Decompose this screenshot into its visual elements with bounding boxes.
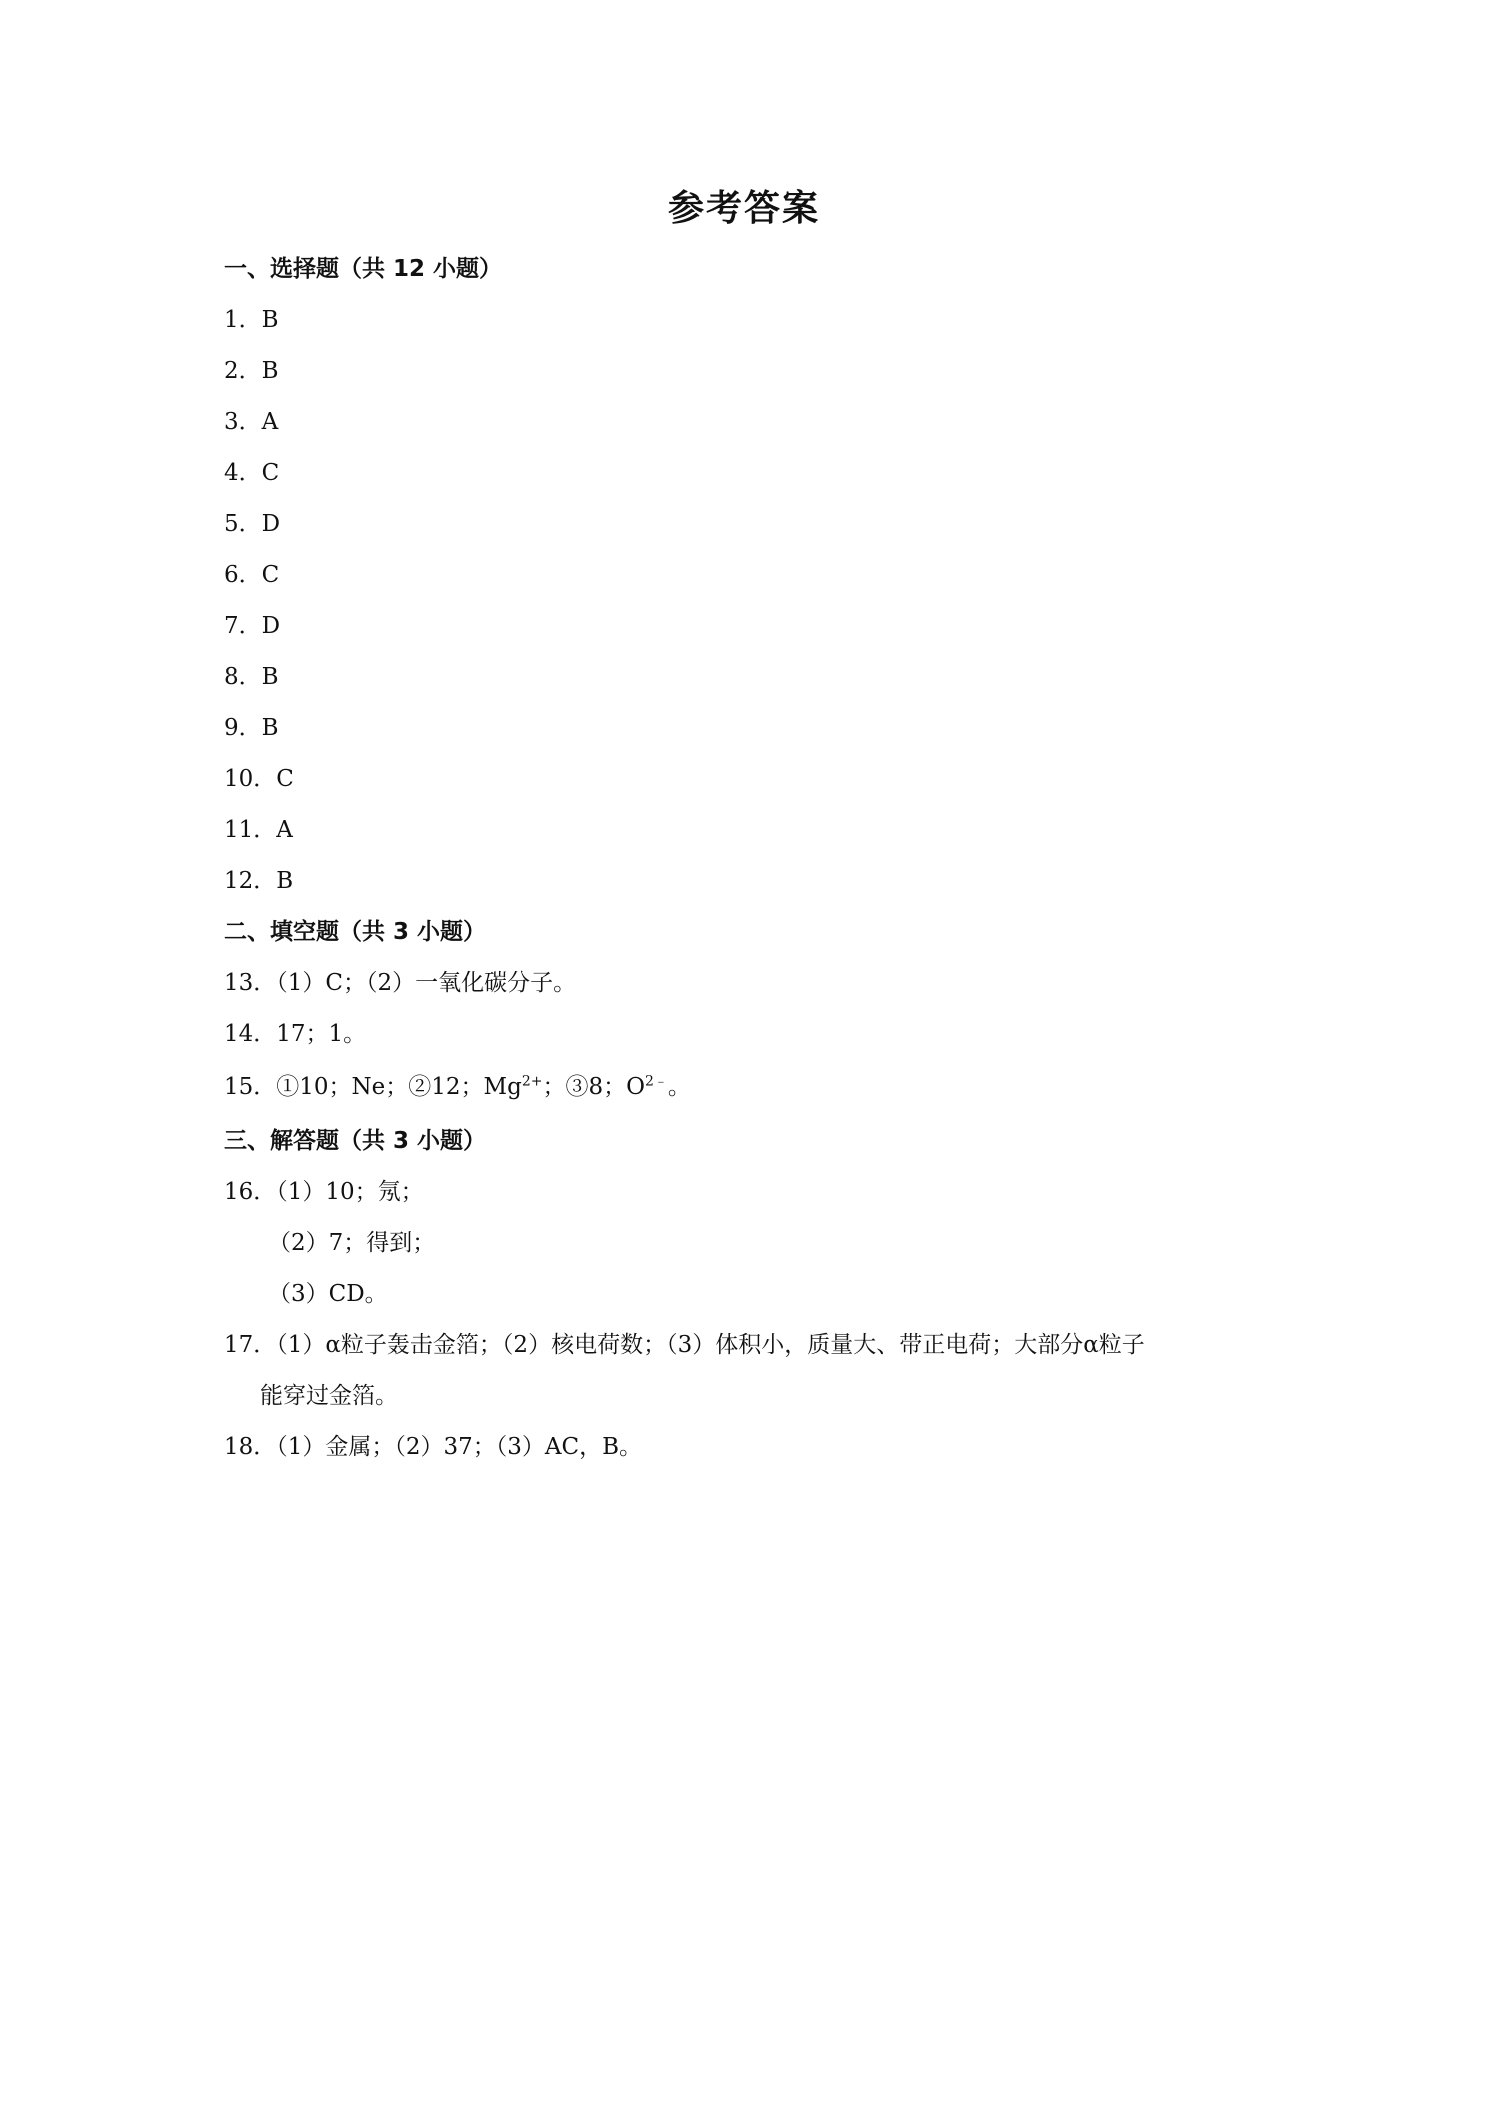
section-heading-choice: 一、选择题（共 12 小题）	[224, 256, 503, 282]
answer-item-16-part2: （2）7；得到；	[268, 1230, 436, 1256]
answer-item-14: 14．17；1。	[224, 1021, 367, 1047]
answer-item-15-prefix: 15．①10；Ne；②12；Mg	[224, 1074, 522, 1100]
answer-item-15-charge-mg: 2+	[521, 1073, 543, 1090]
answer-item-7: 7．D	[224, 613, 281, 639]
answer-item-12: 12．B	[224, 868, 294, 894]
answer-item-15-charge-o: 2﹣	[644, 1073, 668, 1090]
answer-item-17-line2: 能穿过金箔。	[260, 1383, 398, 1409]
answer-item-5: 5．D	[224, 511, 281, 537]
answer-item-17-line1: 17．（1）α粒子轰击金箔；（2）核电荷数；（3）体积小，质量大、带正电荷；大部分α粒子	[224, 1332, 1145, 1358]
section-heading-fill: 二、填空题（共 3 小题）	[224, 919, 487, 945]
answer-item-16-part1: 16．（1）10；氖；	[224, 1179, 424, 1205]
answer-item-2: 2．B	[224, 358, 279, 384]
answer-item-3: 3．A	[224, 409, 279, 435]
answer-item-10: 10．C	[224, 766, 294, 792]
answer-item-15-suffix: 。	[667, 1074, 691, 1100]
answer-item-6: 6．C	[224, 562, 280, 588]
answer-item-15-middle: ；③8；O	[542, 1074, 645, 1100]
answer-item-18: 18．（1）金属；（2）37；（3）AC，B。	[224, 1434, 643, 1460]
answer-item-16-part3: （3）CD。	[268, 1281, 388, 1307]
answer-item-11: 11．A	[224, 817, 293, 843]
answer-item-4: 4．C	[224, 460, 280, 486]
section-heading-answer: 三、解答题（共 3 小题）	[224, 1128, 487, 1154]
answer-item-13: 13．（1）C；（2）一氧化碳分子。	[224, 970, 577, 996]
answer-item-15	[224, 1072, 691, 1102]
answer-item-1: 1．B	[224, 307, 279, 333]
answer-item-8: 8．B	[224, 664, 279, 690]
answer-item-9: 9．B	[224, 715, 279, 741]
page-title: 参考答案	[667, 188, 820, 229]
